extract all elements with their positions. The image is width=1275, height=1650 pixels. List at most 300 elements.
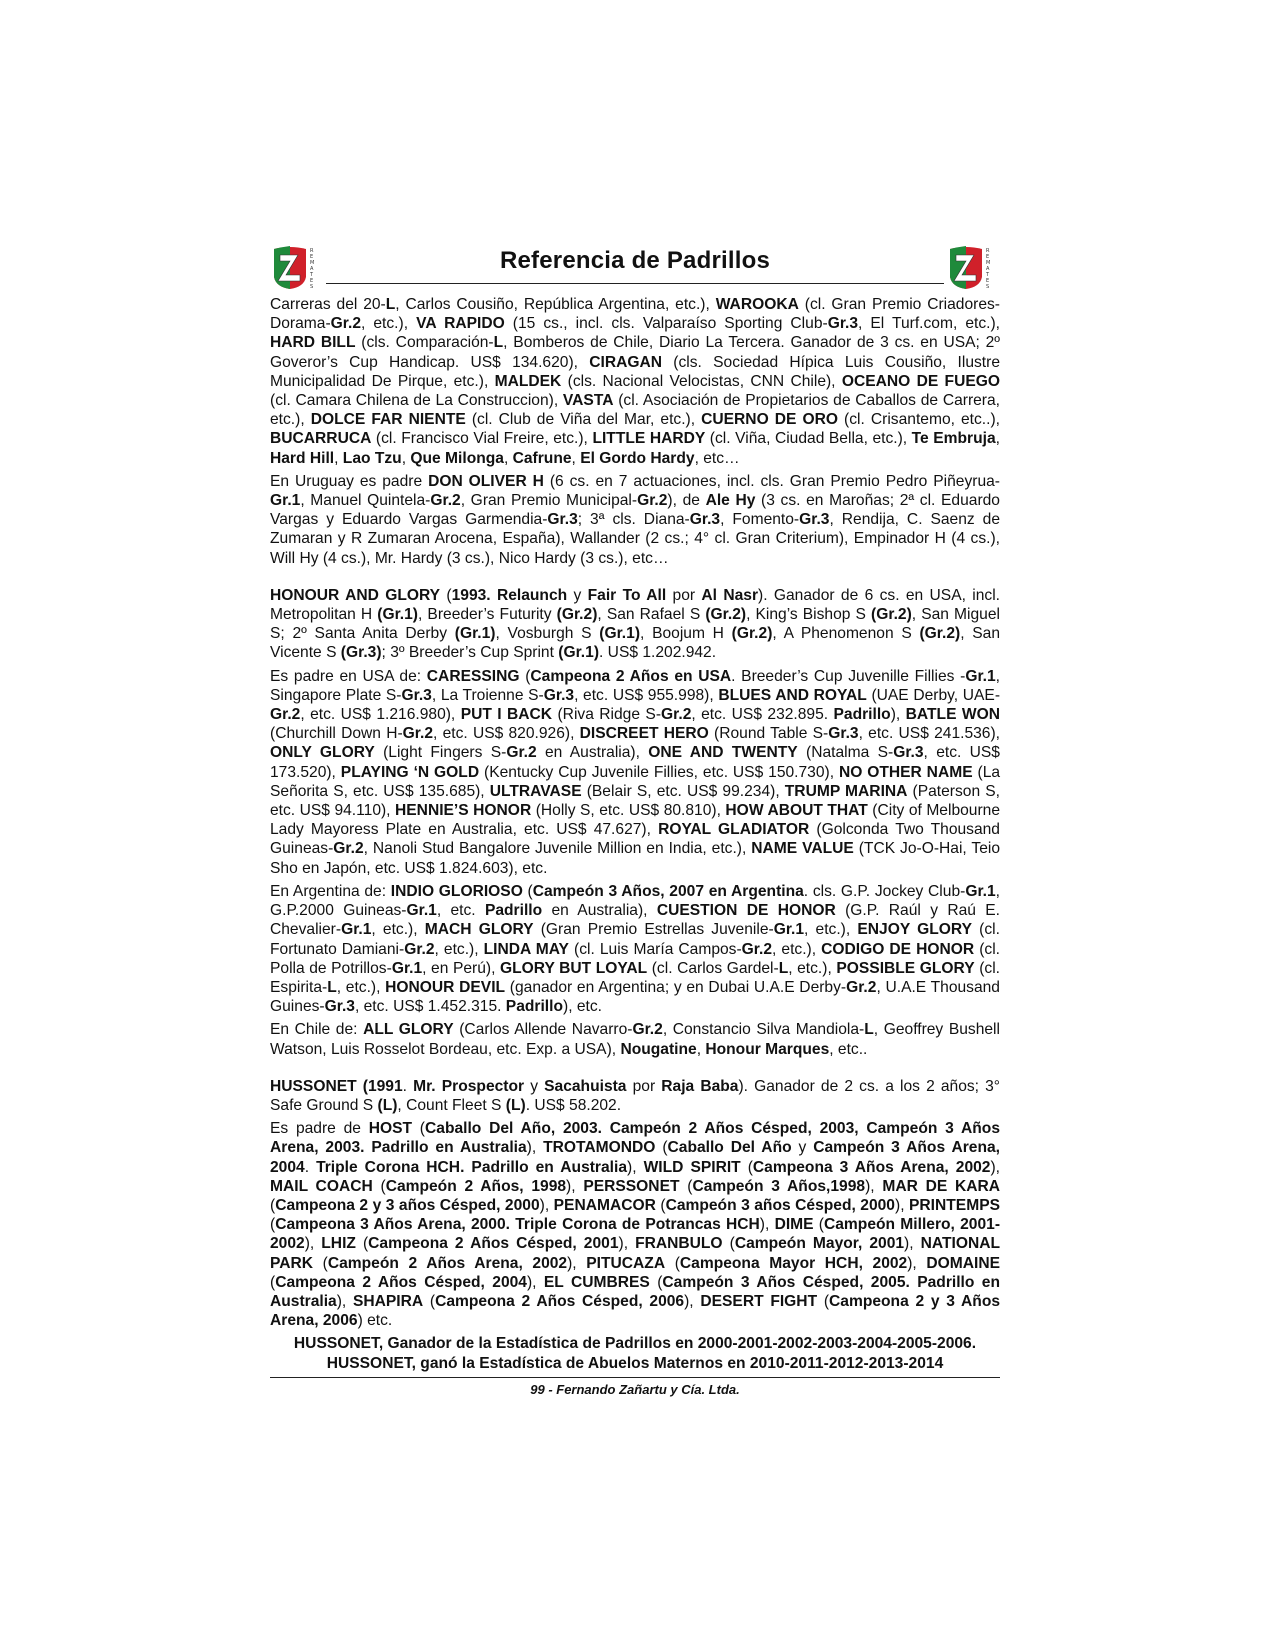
bold-text-run: Fair To All	[587, 586, 667, 604]
text-run: , etc..	[829, 1040, 868, 1058]
text-run: , Carlos Cousiño, República Argentina, etc.),	[395, 296, 716, 313]
text-run: ,	[334, 449, 343, 467]
bold-text-run: NAME VALUE	[751, 840, 854, 858]
text-run: (	[655, 1196, 666, 1214]
bold-text-run: HOST	[368, 1120, 413, 1138]
bold-text-run: (L)	[505, 1096, 526, 1114]
bold-text-run: Gr.2	[846, 978, 877, 996]
text-run: , San Rafael S	[597, 606, 706, 624]
text-run: ),	[526, 1273, 544, 1291]
bold-text-run: Gr.1	[773, 921, 805, 939]
text-run: Es padre de	[270, 1120, 369, 1138]
bold-text-run: Campeón 2 Años Arena, 2002	[327, 1254, 568, 1272]
bold-text-run: ROYAL GLADIATOR	[658, 821, 810, 839]
text-run: ),	[566, 1177, 584, 1195]
text-run: por	[666, 586, 702, 604]
bold-text-run: Campeona 3 Años Arena, 2000. Triple Corona de Potrancas HCH	[275, 1216, 760, 1234]
text-run: , La Troienne S-	[431, 686, 544, 704]
text-run: . Breeder’s Cup Juvenille Fillies -	[731, 667, 966, 685]
text-run: (	[313, 1254, 328, 1272]
bold-text-run: Gr.3	[828, 725, 859, 743]
svg-text:R: R	[986, 248, 990, 254]
text-run: ,	[995, 430, 1000, 448]
bold-text-run: L	[493, 334, 504, 352]
bold-text-run: Gr.1	[965, 882, 996, 900]
text-run: (Paterson S, etc. US$ 94.110),	[270, 782, 1000, 820]
bold-text-run: Gr.2	[333, 840, 364, 858]
text-run: (6 cs. en 7 actuaciones, incl. cls. Gran Premio Pedro Piñeyrua-	[543, 472, 1000, 490]
bold-text-run: HARD BILL	[270, 334, 356, 352]
text-run: (	[655, 1139, 668, 1157]
text-run: , G.P.2000 Guineas-	[270, 882, 1000, 920]
bold-text-run: ALL GLORY	[363, 1021, 454, 1039]
bold-text-run: Lao Tzu	[342, 449, 402, 467]
bold-text-run: HONOUR DEVIL	[385, 978, 506, 996]
text-run: , A Phenomenon S	[772, 625, 920, 643]
bold-text-run: LHIZ	[321, 1235, 356, 1253]
bold-text-run: PENAMACOR	[553, 1196, 656, 1214]
paragraph-hussonet	[270, 1077, 1000, 1115]
bold-text-run: SHAPIRA	[352, 1292, 424, 1310]
bold-text-run: Campeona 2 y 3 Años Arena, 2006	[270, 1292, 1001, 1330]
text-run: .	[304, 1158, 317, 1176]
bold-text-run: Triple Corona HCH. Padrillo en Australia	[316, 1158, 628, 1176]
text-run: ),	[890, 706, 906, 724]
bold-text-run: POSSIBLE GLORY	[836, 959, 975, 977]
bold-text-run: Hard Hill	[270, 449, 335, 467]
text-run: En Chile de:	[270, 1021, 364, 1039]
bold-text-run: Gr.2	[270, 706, 301, 724]
text-run: (cl. Francisco Vial Freire, etc.),	[371, 430, 593, 448]
bold-text-run: BLUES AND ROYAL	[718, 686, 867, 704]
bold-text-run: Gr.3	[543, 686, 575, 704]
bold-text-run: (Gr.1)	[558, 644, 600, 662]
bold-text-run: LINDA MAY	[483, 940, 569, 958]
bold-text-run: (Gr.2)	[731, 625, 773, 643]
bold-text-run: Campeón Millero, 2001-2002	[270, 1216, 1001, 1253]
bold-text-run: GLORY BUT LOYAL	[500, 959, 648, 977]
bold-text-run: Gr.3	[401, 686, 432, 704]
page-header	[270, 243, 1000, 295]
bold-text-run: Gr.2	[404, 940, 435, 958]
bold-text-run: Mr. Prospector	[413, 1077, 525, 1095]
text-run: , etc.),	[434, 940, 484, 958]
text-run: (	[270, 1273, 276, 1291]
bold-text-run: HENNIE’S HONOR	[395, 802, 532, 820]
text-run: , etc.),	[788, 959, 837, 977]
text-run: ),	[567, 1254, 587, 1272]
text-run: ). Ganador de 2 cs. a los 2 años; 3° Safe Ground S	[270, 1077, 1001, 1114]
bold-text-run: DIME	[774, 1216, 814, 1234]
paragraph-honour-and-glory	[270, 586, 1000, 663]
text-run: (Gran Premio Estrellas Juvenile-	[533, 921, 774, 939]
text-run: (Golconda Two Thousand Guineas-	[270, 821, 1000, 858]
paragraph-chile-progeny	[270, 295, 1000, 468]
bold-text-run: Que Milonga	[410, 449, 504, 467]
bold-text-run: PRINTEMPS	[909, 1196, 1000, 1214]
text-run: ,	[571, 449, 581, 467]
bold-text-run: INDIO GLORIOSO	[390, 882, 523, 900]
bold-text-run: Caballo Del Año	[667, 1139, 792, 1157]
text-run: ),	[759, 1216, 775, 1234]
bold-text-run: Campeón Mayor, 2001	[734, 1235, 905, 1253]
text-run: (Light Fingers S-	[374, 744, 507, 762]
svg-text:S: S	[986, 284, 990, 290]
bold-text-run: VA RAPIDO	[416, 315, 505, 333]
text-run: ),	[539, 1196, 554, 1214]
text-run: (	[740, 1158, 753, 1176]
bold-text-run: (Gr.2)	[871, 606, 912, 624]
text-run: Es padre en USA de:	[270, 667, 427, 685]
text-run: , Gran Premio Municipal-	[460, 492, 638, 510]
text-run: , etc.),	[336, 978, 386, 996]
bold-text-run: (Gr.2)	[556, 606, 598, 624]
text-run: , etc.),	[804, 921, 858, 939]
bold-text-run: 1993. Relaunch	[451, 586, 568, 604]
text-run: ),	[865, 1177, 883, 1195]
bold-text-run: Gr.2	[661, 706, 692, 724]
bold-text-run: OCEANO DE FUEGO	[841, 372, 1001, 390]
bold-text-run: Cafrune	[512, 449, 572, 467]
text-run: , etc.),	[361, 315, 417, 333]
bold-text-run: L	[385, 296, 396, 313]
text-run: , etc. US$ 241.536),	[858, 725, 1001, 743]
bold-text-run: DISCREET HERO	[579, 725, 709, 743]
bold-text-run: Campeona Mayor HCH, 2002	[679, 1254, 908, 1272]
bold-text-run: (Gr.3)	[340, 644, 382, 662]
text-run: (	[679, 1177, 693, 1195]
bold-text-run: Campeón 3 Años Césped, 2005. Padrillo en Australia	[270, 1273, 1001, 1310]
text-run: . US$ 1.202.942.	[599, 644, 717, 662]
bold-text-run: PLAYING ‘N GOLD	[340, 763, 480, 781]
bold-text-run: Gr.2	[402, 725, 433, 743]
bold-text-run: Campeona 2 Años Césped, 2004	[275, 1273, 527, 1291]
text-run: En Uruguay es padre	[270, 472, 429, 490]
text-run: (cl. Crisantemo, etc..),	[838, 411, 1000, 429]
text-run: (cl. Viña, Ciudad Bella, etc.),	[705, 430, 912, 448]
svg-text:R: R	[310, 248, 314, 254]
text-run: ),	[990, 1158, 1000, 1176]
bold-text-run: PUT I BACK	[460, 706, 553, 724]
bold-text-run: WAROOKA	[715, 296, 799, 313]
hussonet-statistics-broodmare: HUSSONET, ganó la Estadística de Abuelos Maternos en 2010-2011-2012-2013-2014	[326, 1354, 944, 1372]
page-footer: 99 - Fernando Zañartu y Cía. Ltda.	[530, 1381, 740, 1397]
text-run: (Kentucky Cup Juvenile Fillies, etc. US$ 150.730),	[479, 763, 839, 781]
bold-text-run: Gr.2	[632, 1021, 663, 1039]
text-run: ,	[696, 1040, 706, 1058]
text-run: , U.A.E Thousand Guines-	[270, 978, 1000, 1016]
text-run: ),	[895, 1196, 910, 1214]
bold-text-run: DOLCE FAR NIENTE	[310, 411, 466, 429]
text-run: ) etc.	[357, 1312, 393, 1330]
text-run: (	[412, 1120, 426, 1138]
text-run: (	[522, 882, 533, 900]
text-run: (City of Melbourne Lady Mayoress Plate en Australia, etc. US$ 47.627),	[270, 802, 1001, 839]
bold-text-run: Campeona 2 Años Césped, 2006	[435, 1292, 685, 1310]
bold-text-run: HONOUR AND GLORY	[270, 586, 441, 604]
bold-text-run: Gr.1	[406, 902, 437, 920]
bold-text-run: VASTA	[562, 392, 614, 410]
text-run: ),	[627, 1158, 644, 1176]
text-run: ),	[526, 1139, 544, 1157]
text-run: ,	[401, 449, 411, 467]
text-run: (	[355, 1235, 369, 1253]
text-run: (cl. Fortunato Damiani-	[270, 921, 1000, 958]
bold-text-run: PITUCAZA	[586, 1254, 666, 1272]
text-run: (Holly S, etc. US$ 80.810),	[531, 802, 726, 820]
text-run: , etc. US$ 955.998),	[574, 686, 719, 704]
bold-text-run: Nougatine	[620, 1040, 697, 1058]
text-run: , etc. US$ 820.926),	[433, 725, 580, 743]
bold-text-run: CUERNO DE ORO	[701, 411, 838, 429]
bold-text-run: Campeón 3 Años,1998	[692, 1177, 866, 1195]
bold-text-run: L	[327, 978, 337, 996]
bold-text-run: Al Nasr	[701, 586, 759, 604]
bold-text-run: MACH GLORY	[424, 921, 534, 939]
bold-text-run: (Gr.1)	[454, 625, 496, 643]
bold-text-run: DON OLIVER H	[428, 472, 544, 490]
text-run: (cls. Comparación-	[355, 334, 494, 352]
bold-text-run: Gr.3	[799, 511, 830, 529]
text-run: (Belair S, etc. US$ 99.234),	[581, 782, 785, 800]
bold-text-run: Padrillo	[833, 706, 891, 724]
svg-text:E: E	[310, 278, 314, 284]
text-run: (15 cs., incl. cls. Valparaíso Sporting Club-	[504, 315, 828, 333]
paragraph-chile-honour-progeny	[270, 1020, 1000, 1058]
bold-text-run: CUESTION DE HONOR	[656, 902, 836, 920]
text-run: , en Perú),	[422, 959, 500, 977]
text-run: (	[817, 1292, 830, 1310]
bold-text-run: Raja Baba	[661, 1077, 739, 1095]
svg-text:A: A	[310, 266, 314, 272]
text-run: (cl. Polla de Potrillos-	[270, 940, 1000, 977]
bold-text-run: Te Embruja	[911, 430, 996, 448]
bold-text-run: Gr.3	[893, 744, 924, 762]
bold-text-run: ONLY GLORY	[270, 744, 375, 762]
text-run: en Australia),	[542, 902, 657, 920]
bold-text-run: (Gr.1)	[599, 625, 641, 643]
text-run: (cl. Camara Chilena de La Construccion),	[270, 392, 563, 410]
bold-text-run: Gr.1	[341, 921, 372, 939]
text-run: (3 cs. en Maroñas; 2ª cl. Eduardo Vargas y Eduardo Vargas Garmendia-	[270, 492, 1000, 529]
text-run: (	[813, 1216, 824, 1234]
text-run: , San Vicente S	[270, 625, 1001, 662]
bold-text-run: BATLE WON	[905, 706, 1000, 724]
text-run: , Constancio Silva Mandiola-	[662, 1021, 865, 1039]
bold-text-run: L	[778, 959, 789, 977]
text-run: . US$ 58.202.	[525, 1096, 622, 1114]
text-run: , etc.),	[371, 921, 425, 939]
page-title: Referencia de Padrillos	[499, 247, 771, 274]
text-run: (	[423, 1292, 436, 1310]
bold-text-run: Campeón 3 Años Arena, 2004	[270, 1139, 1000, 1176]
bold-text-run: Campeona 3 Años Arena, 2002	[752, 1158, 991, 1176]
bold-text-run: Gr.3	[547, 511, 578, 529]
text-run: , etc.	[436, 902, 485, 920]
bold-text-run: ENJOY GLORY	[857, 921, 972, 939]
text-run: , Geoffrey Bushell Watson, Luis Rosselot Bordeau, etc. Exp. a USA),	[270, 1021, 1000, 1058]
bold-text-run: Gr.2	[330, 315, 361, 333]
bold-text-run: DOMAINE	[926, 1254, 1001, 1272]
paragraph-hussonet-progeny	[270, 1119, 1000, 1330]
text-run: (cl. Club de Viña del Mar, etc.),	[465, 411, 702, 429]
text-run: , etc. US$ 1.216.980),	[300, 706, 461, 724]
text-run: (	[270, 1196, 276, 1214]
text-run: ),	[304, 1235, 322, 1253]
text-run: , San Miguel S; 2º Santa Anita Derby	[270, 606, 1000, 643]
bold-text-run: Caballo Del Año, 2003. Campeón 2 Años Césped, 2003, Campeón 3 Años Arena, 2003. Padrillo en Australia	[270, 1120, 1000, 1157]
text-run: en Australia),	[536, 744, 649, 762]
bold-text-run: CODIGO DE HONOR	[821, 940, 975, 958]
bold-text-run: Campeón 2 Años, 1998	[385, 1177, 567, 1195]
svg-text:E: E	[986, 278, 990, 284]
header-rule	[326, 283, 944, 284]
bold-text-run: Gr.2	[741, 940, 773, 958]
bold-text-run: PERSSONET	[583, 1177, 680, 1195]
bold-text-run: CARESSING	[426, 667, 520, 685]
text-run: y	[524, 1077, 545, 1095]
text-run: En Argentina de:	[270, 882, 391, 900]
bold-text-run: MAIL COACH	[270, 1177, 373, 1195]
bold-text-run: HOW ABOUT THAT	[725, 802, 868, 820]
bold-text-run: (Gr.1)	[377, 606, 418, 624]
text-run: ). Ganador de 6 cs. en USA, incl. Metropolitan H	[270, 586, 1001, 624]
bold-text-run: HUSSONET (1991	[270, 1077, 403, 1095]
text-run: , Count Fleet S	[397, 1096, 506, 1114]
bold-text-run: BUCARRUCA	[270, 430, 372, 448]
text-run: (cl. Espirita-	[270, 959, 1001, 996]
text-run: (	[372, 1177, 386, 1195]
bold-text-run: Campeona 2 Años en USA	[530, 667, 732, 685]
text-run: ; 3º Breeder’s Cup Sprint	[381, 644, 559, 662]
bold-text-run: Gr.1	[965, 667, 996, 685]
svg-text:E: E	[310, 254, 314, 260]
text-run: (cl. Carlos Gardel-	[647, 959, 779, 977]
bold-text-run: ONE AND TWENTY	[648, 744, 798, 762]
text-run: por	[626, 1077, 662, 1095]
text-run: , King’s Bishop S	[746, 606, 872, 624]
text-run: , Boojum H	[640, 625, 732, 643]
bold-text-run: WILD SPIRIT	[643, 1158, 741, 1176]
text-run: (cl. Asociación de Propietarios de Caballos de Carrera, etc.),	[270, 392, 1001, 429]
bold-text-run: ULTRAVASE	[489, 782, 582, 800]
text-run: ),	[336, 1292, 353, 1310]
text-run: , Singapore Plate S-	[270, 667, 1001, 704]
text-run: , Bomberos de Chile, Diario La Tercera. Ganador de 3 cs. en USA; 2º Goveror’s Cup Handicap. US$ 134.620),	[270, 334, 1001, 371]
text-run: ), de	[667, 492, 706, 510]
text-run: (UAE Derby, UAE-	[866, 686, 1001, 704]
text-run: y	[567, 586, 588, 604]
bold-text-run: Gr.2	[506, 744, 537, 762]
text-run: y	[791, 1139, 814, 1157]
bold-text-run: TROTAMONDO	[543, 1139, 656, 1157]
bold-text-run: Gr.2	[430, 492, 461, 510]
text-run: (La Señorita S, etc. US$ 135.685),	[270, 763, 1001, 800]
bold-text-run: MAR DE KARA	[882, 1177, 1001, 1195]
svg-text:M: M	[986, 260, 991, 266]
bold-text-run: DESERT FIGHT	[700, 1292, 818, 1310]
text-run: (	[440, 586, 452, 604]
text-run: (	[270, 1216, 276, 1234]
body-text	[270, 295, 1000, 1373]
paragraph-usa-progeny	[270, 667, 1000, 878]
text-run: (TCK Jo-O-Hai, Teio Sho en Japón, etc. US$ 1.824.603), etc.	[270, 840, 1000, 877]
bold-text-run: Campeón 3 Años, 2007 en Argentina	[532, 882, 804, 900]
bold-text-run: Campeón 3 años Césped, 2000	[665, 1196, 895, 1214]
text-run: (ganador en Argentina; y en Dubai U.A.E Derby-	[505, 978, 847, 996]
text-run: ),	[618, 1235, 636, 1253]
bold-text-run: El Gordo Hardy	[580, 449, 695, 467]
bold-text-run: Gr.3	[689, 511, 721, 529]
text-run: ),	[904, 1235, 921, 1253]
text-run: , etc…	[694, 449, 740, 467]
bold-text-run: (Gr.2)	[705, 606, 747, 624]
text-run: , El Turf.com, etc.),	[858, 315, 1001, 333]
bold-text-run: Gr.1	[391, 959, 423, 977]
svg-text:E: E	[986, 254, 990, 260]
text-run: , Vosburgh S	[495, 625, 600, 643]
text-run: (	[649, 1273, 663, 1291]
text-run: , etc. US$ 232.895.	[691, 706, 834, 724]
text-run: (cl. Gran Premio Criadores-Dorama-	[270, 296, 1001, 333]
bold-text-run: LITTLE HARDY	[592, 430, 706, 448]
text-run: (Carlos Allende Navarro-	[453, 1021, 633, 1039]
text-run: , Nanoli Stud Bangalore Juvenile Million en India, etc.),	[363, 840, 752, 858]
bold-text-run: NATIONAL PARK	[270, 1235, 1001, 1272]
text-run: ), etc.	[563, 998, 602, 1016]
svg-text:T: T	[310, 272, 314, 278]
text-run: ),	[684, 1292, 701, 1310]
bold-text-run: (Gr.2)	[919, 625, 961, 643]
paragraph-uruguay-progeny	[270, 472, 1000, 568]
bold-text-run: Sacahuista	[544, 1077, 627, 1095]
text-run: . cls. G.P. Jockey Club-	[803, 882, 966, 900]
text-run: , Rendija, C. Saenz de Zumaran y R Zumaran Arocena, España), Wallander (2 cs.; 4° cl. Gran Criterium), Empinador H (4 cs.), Will Hy (4 cs.), Mr. Hardy (3 cs.), Nico Hardy (3 cs.), etc…	[270, 511, 1000, 567]
bold-text-run: Campeona 2 Años Césped, 2001	[368, 1235, 619, 1253]
text-run: , etc.),	[772, 940, 822, 958]
text-run: , etc. US$ 173.520),	[270, 744, 1000, 781]
bold-text-run: Gr.3	[827, 315, 859, 333]
text-run: , Breeder’s Futurity	[418, 606, 557, 624]
bold-text-run: Honour Marques	[705, 1040, 830, 1058]
text-run: (Riva Ridge S-	[552, 706, 662, 724]
text-run: (cls. Nacional Velocistas, CNN Chile),	[561, 372, 842, 390]
text-run: (	[519, 667, 531, 685]
bold-text-run: Gr.2	[637, 492, 668, 510]
text-run: .	[402, 1077, 414, 1095]
text-run: (	[665, 1254, 680, 1272]
text-run: Carreras del 20-	[270, 296, 386, 313]
text-run: (G.P. Raúl y Raú E. Chevalier-	[270, 902, 1000, 939]
paragraph-argentina-progeny	[270, 882, 1000, 1016]
bold-text-run: CIRAGAN	[589, 353, 663, 371]
bold-text-run: Gr.3	[324, 998, 355, 1016]
bold-text-run: Ale Hy	[705, 492, 756, 510]
bold-text-run: Gr.1	[270, 492, 301, 510]
svg-text:A: A	[986, 266, 990, 272]
text-run: (cls. Sociedad Hípica Luis Cousiño, Ilustre Municipalidad De Pirque, etc.),	[270, 353, 1000, 390]
bold-text-run: NO OTHER NAME	[838, 763, 973, 781]
text-run: , etc. US$ 1.452.315.	[354, 998, 506, 1016]
svg-text:T: T	[986, 272, 990, 278]
svg-text:S: S	[310, 284, 314, 290]
bold-text-run: TRUMP MARINA	[784, 782, 908, 800]
bold-text-run: (L)	[377, 1096, 398, 1114]
bold-text-run: MALDEK	[494, 372, 562, 390]
text-run: (Round Table S-	[708, 725, 829, 743]
text-run: ),	[907, 1254, 927, 1272]
bold-text-run: FRANBULO	[635, 1235, 723, 1253]
